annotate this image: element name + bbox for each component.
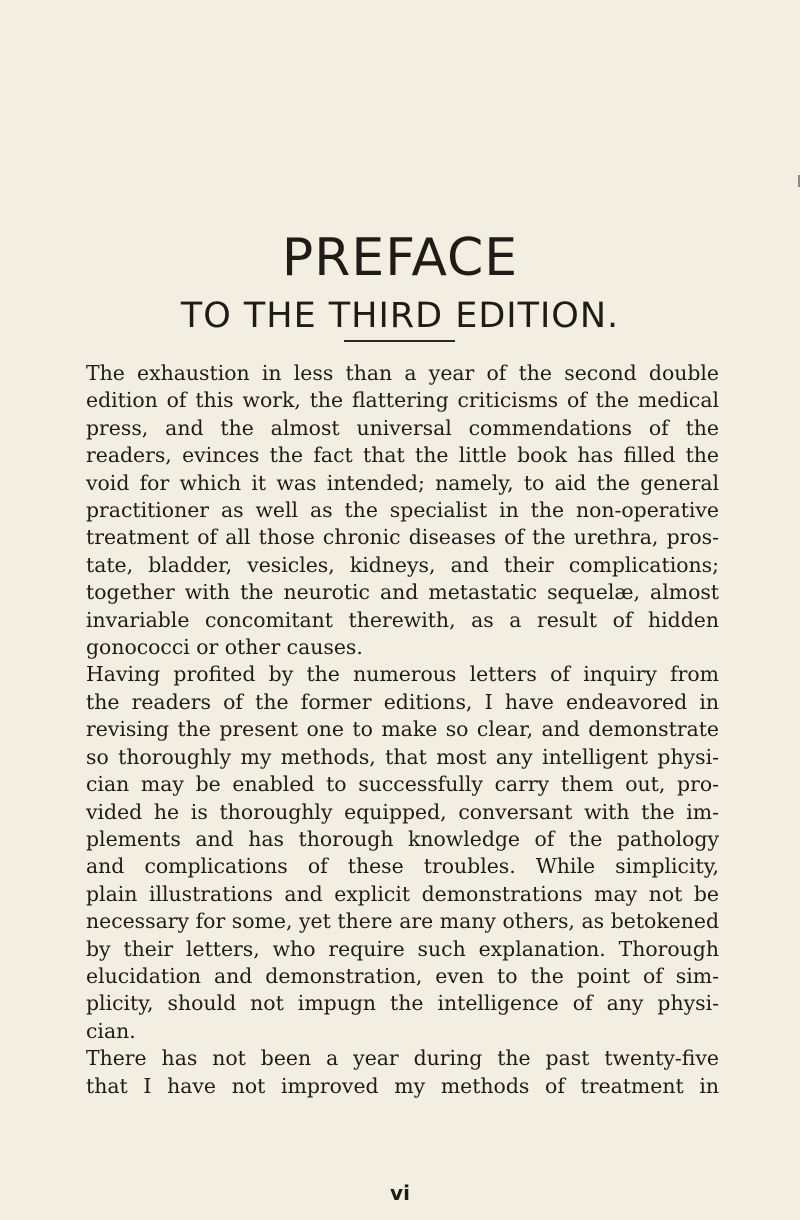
text-line: revising the present one to make so clear, and demonstrate <box>86 717 719 742</box>
text-line: plicity, should not impugn the intelligence of any physi- <box>86 991 719 1016</box>
text-line: the readers of the former editions, I have endeavored in <box>86 689 719 714</box>
text-line: practitioner as well as the specialist in the non-operative <box>86 498 719 523</box>
preface-body <box>86 360 719 1100</box>
page-subtitle: TO THE THIRD EDITION. <box>180 296 620 336</box>
text-line: edition of this work, the flattering criticisms of the medical <box>86 388 719 413</box>
text-line: press, and the almost universal commendations of the <box>86 415 719 440</box>
text-line: that I have not improved my methods of treatment in <box>86 1073 719 1098</box>
text-line: gonococci or other causes. <box>86 635 363 660</box>
text-line: and complications of these troubles. While simplicity, <box>86 854 719 879</box>
text-line: readers, evinces the fact that the little book has filled the <box>86 443 719 468</box>
text-line: void for which it was intended; namely, to aid the general <box>86 470 719 495</box>
text-line: elucidation and demonstration, even to the point of sim- <box>86 963 719 988</box>
text-line: invariable concomitant therewith, as a result of hidden <box>86 607 719 632</box>
text-line: treatment of all those chronic diseases of the urethra, pros- <box>86 525 719 550</box>
page-number: vi <box>390 1181 410 1205</box>
text-line: cian. <box>86 1018 136 1043</box>
text-line: by their letters, who require such explanation. Thorough <box>86 936 719 961</box>
text-line: cian may be enabled to successfully carry them out, pro- <box>86 772 719 797</box>
text-line: tate, bladder, vesicles, kidneys, and their complications; <box>86 552 719 577</box>
page-title: PREFACE <box>281 228 519 288</box>
text-line: There has not been a year during the past twenty-five <box>86 1046 719 1071</box>
text-line: so thoroughly my methods, that most any intelligent physi- <box>86 744 719 769</box>
text-line: together with the neurotic and metastatic sequelæ, almost <box>86 580 719 605</box>
text-line: plain illustrations and explicit demonstrations may not be <box>86 881 719 906</box>
text-line: vided he is thoroughly equipped, conversant with the im- <box>86 799 719 824</box>
title-rule <box>344 340 455 342</box>
text-line: necessary for some, yet there are many others, as betokened <box>86 909 719 934</box>
text-line: plements and has thorough knowledge of the pathology <box>86 826 719 851</box>
text-line: Having profited by the numerous letters of inquiry from <box>86 662 719 687</box>
text-line: The exhaustion in less than a year of the second double <box>86 361 719 385</box>
